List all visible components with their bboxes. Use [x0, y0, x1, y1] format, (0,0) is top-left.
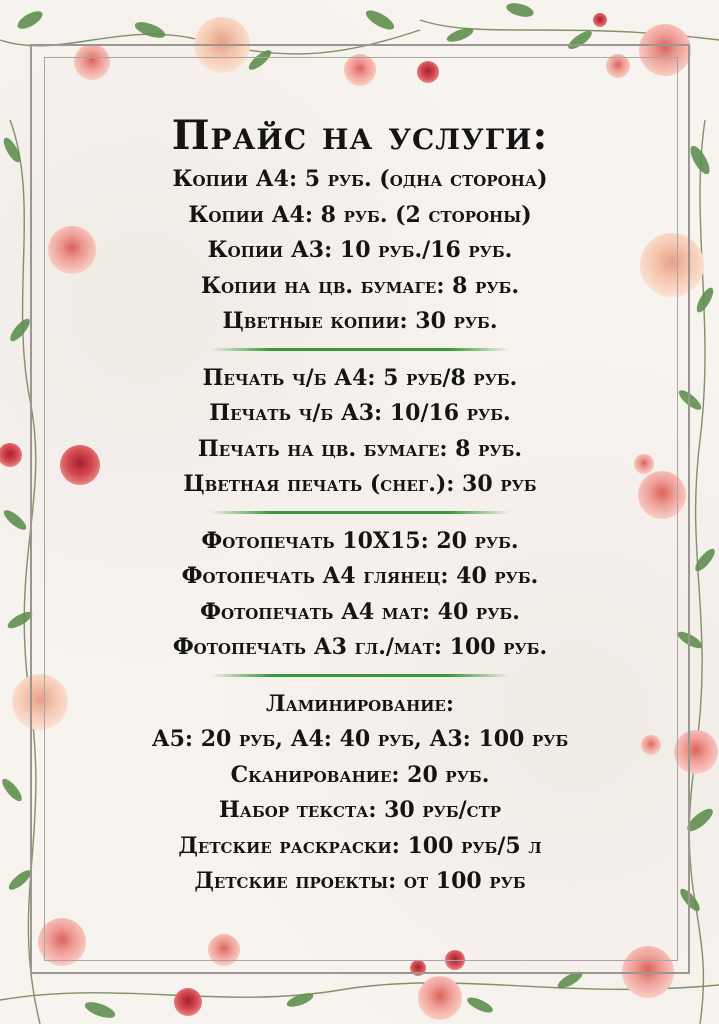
section-photo-printing [60, 524, 660, 666]
price-line: Копии А4: 5 руб. (одна сторона) [172, 166, 548, 192]
price-line: Детские раскраски: 100 руб/5 л [178, 832, 542, 859]
section-copies [60, 162, 660, 340]
price-line: Копии на цв. бумаге: 8 руб. [200, 272, 520, 299]
section-other-services [60, 687, 660, 900]
price-line: Набор текста: 30 руб/стр [218, 797, 502, 823]
price-line: Сканирование: 20 руб. [230, 761, 490, 788]
price-line: Цветная печать (снег.): 30 руб [183, 471, 537, 497]
price-line: Цветные копии: 30 руб. [222, 308, 498, 334]
price-line: А5: 20 руб, А4: 40 руб, А3: 100 руб [151, 726, 569, 752]
price-line: Ламинирование: [266, 690, 454, 717]
price-line: Копии А3: 10 руб./16 руб. [207, 237, 513, 263]
price-line: Печать на цв. бумаге: 8 руб. [197, 435, 523, 462]
price-line: Фотопечать А4 мат: 40 руб. [200, 598, 520, 625]
price-line: Детские проекты: от 100 руб [194, 868, 526, 894]
section-divider [210, 511, 510, 514]
section-divider [210, 348, 510, 351]
price-list [60, 112, 660, 900]
price-line: Печать ч/б А4: 5 руб/8 руб. [202, 364, 518, 391]
section-divider [210, 674, 510, 677]
price-line: Копии А4: 8 руб. (2 стороны) [188, 201, 532, 228]
page-title: Прайс на услуги: [171, 112, 549, 159]
price-line: Печать ч/б А3: 10/16 руб. [209, 400, 511, 426]
price-line: Фотопечать 10Х15: 20 руб. [201, 527, 519, 554]
section-printing [60, 361, 660, 503]
price-line: Фотопечать А4 глянец: 40 руб. [181, 563, 539, 589]
price-line: Фотопечать А3 гл./мат: 100 руб. [172, 634, 548, 660]
